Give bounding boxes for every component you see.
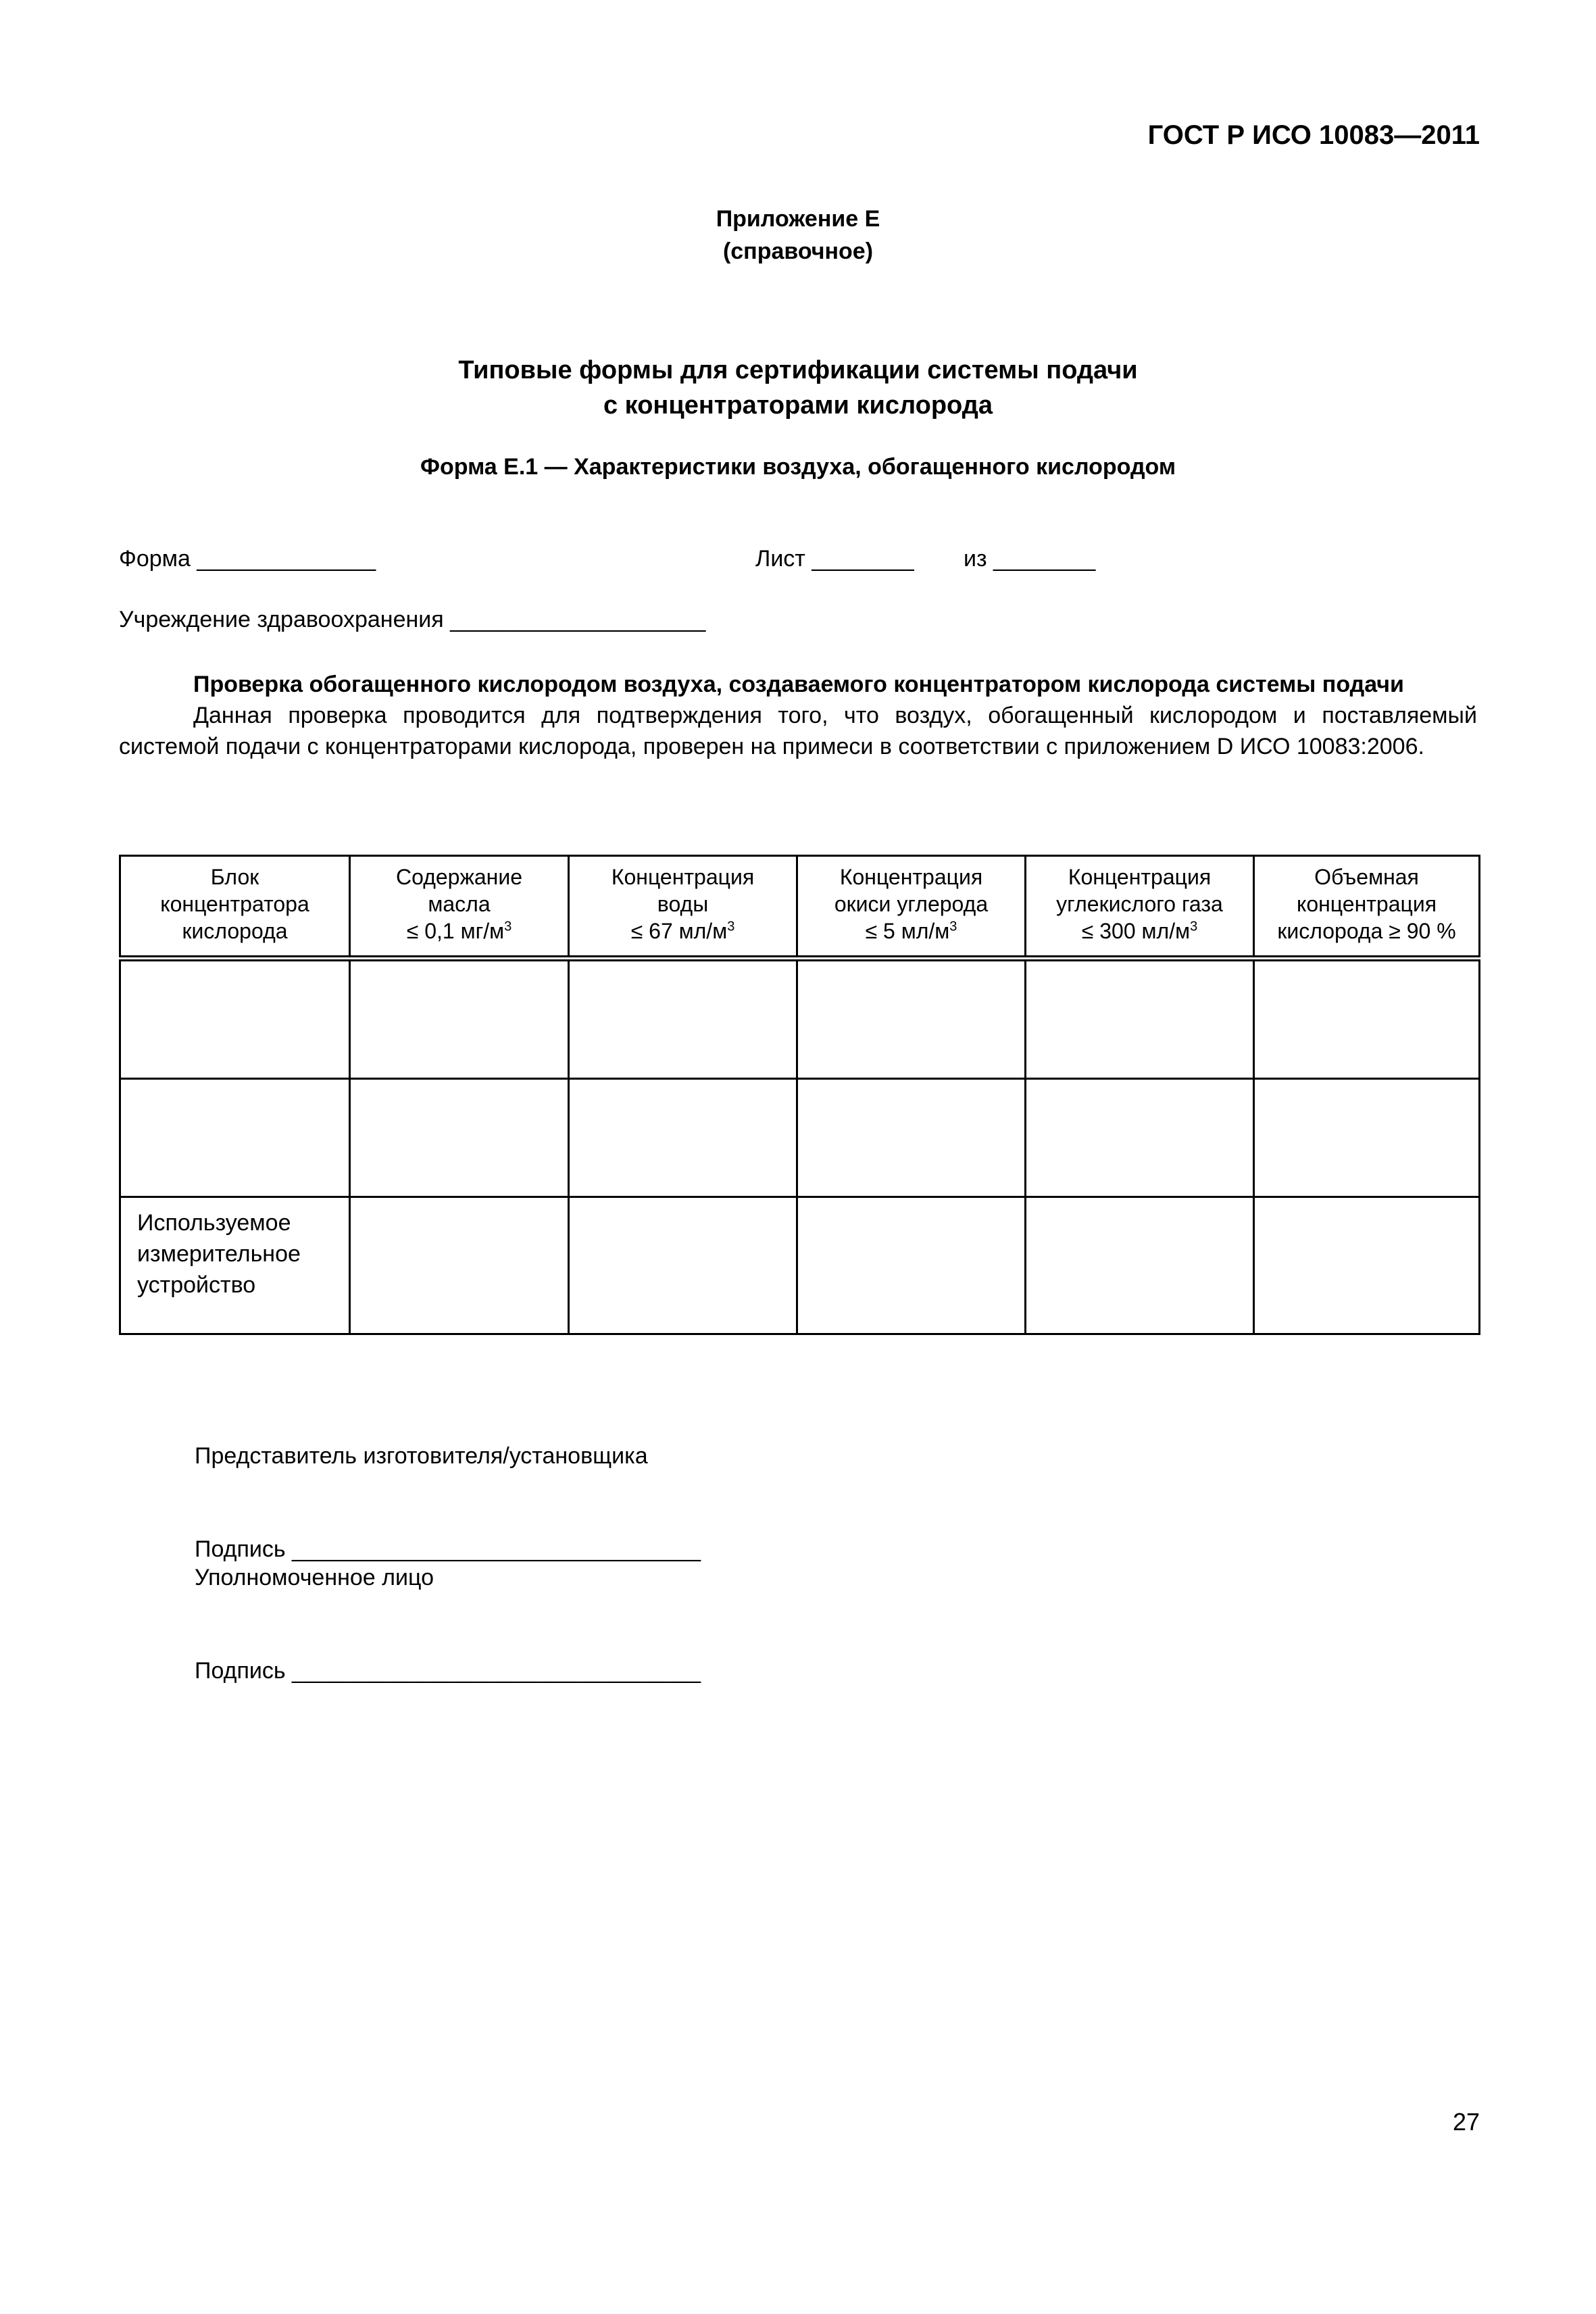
table-cell[interactable] bbox=[569, 1197, 797, 1334]
manufacturer-role: Представитель изготовителя/установщика bbox=[195, 1443, 648, 1469]
annex-heading bbox=[0, 203, 1596, 268]
column-header: Концентрация воды ≤ 67 $мл/м^3$ bbox=[569, 856, 797, 959]
institution-field[interactable]: Учреждение здравоохранения ____________________ bbox=[119, 607, 706, 632]
check-section bbox=[119, 669, 1477, 762]
form-subtitle: Форма Е.1 — Характеристики воздуха, обогащенного кислородом bbox=[420, 454, 1176, 480]
table-cell[interactable] bbox=[1254, 959, 1480, 1079]
table-cell[interactable] bbox=[1026, 1197, 1254, 1334]
table-cell[interactable] bbox=[350, 959, 569, 1079]
table-cell[interactable] bbox=[120, 959, 350, 1079]
table-row bbox=[120, 1079, 1480, 1197]
check-heading bbox=[119, 669, 1477, 700]
table-cell[interactable] bbox=[569, 959, 797, 1079]
table-cell[interactable] bbox=[1026, 1079, 1254, 1197]
table-cell[interactable] bbox=[350, 1079, 569, 1197]
column-header: Концентрация углекислого газа ≤ 300 $мл/м^3$ bbox=[1026, 856, 1254, 959]
page-number: 27 bbox=[1452, 2108, 1480, 2136]
annex-type: (справочное) bbox=[722, 238, 874, 264]
column-header: Содержание масла ≤ 0,1 $мг/м^3$ bbox=[350, 856, 569, 959]
table-cell[interactable] bbox=[797, 1197, 1026, 1334]
table-row bbox=[120, 959, 1480, 1079]
sheet-number-field[interactable]: Лист ________ bbox=[755, 546, 914, 572]
check-body bbox=[119, 700, 1477, 762]
annex-title: Приложение Е bbox=[716, 206, 880, 232]
table-cell[interactable] bbox=[569, 1079, 797, 1197]
table-cell[interactable] bbox=[797, 1079, 1026, 1197]
document-code: ГОСТ Р ИСО 10083—2011 bbox=[1147, 120, 1480, 150]
table-cell[interactable] bbox=[120, 1079, 350, 1197]
check-heading-text: Проверка обогащенного кислородом воздуха, создаваемого концентратором кислорода системы подачи bbox=[193, 672, 1404, 697]
form-number-field[interactable]: Форма ______________ bbox=[119, 546, 376, 572]
manufacturer-signature-field[interactable]: Подпись ________________________________ bbox=[195, 1536, 701, 1562]
table-cell[interactable] bbox=[1254, 1197, 1480, 1334]
authorized-role: Уполномоченное лицо bbox=[195, 1565, 434, 1590]
table-header-row bbox=[120, 856, 1480, 959]
column-header: Блок концентратора кислорода bbox=[120, 856, 350, 959]
sheet-total-field[interactable]: из ________ bbox=[964, 546, 1096, 572]
authorized-signature-block bbox=[195, 1500, 701, 1717]
table-cell[interactable] bbox=[1254, 1079, 1480, 1197]
check-body-text: Данная проверка проводится для подтверждения того, что воздух, обогащенный кислородом и поставляемый системой подачи с концентраторами кислорода, проверен на примеси в соответствии с приложением D ИСО 10083:2006. bbox=[119, 703, 1477, 759]
column-header: Концентрация окиси углерода ≤ 5 $мл/м^3$ bbox=[797, 856, 1026, 959]
table-cell[interactable] bbox=[1026, 959, 1254, 1079]
table-cell[interactable] bbox=[797, 959, 1026, 1079]
page-title-line-1: Типовые формы для сертификации системы подачи bbox=[458, 356, 1138, 384]
device-label: Используемое измерительное устройство bbox=[120, 1197, 350, 1334]
column-header: Объемная концентрация кислорода ≥ 90 % bbox=[1254, 856, 1480, 959]
authorized-signature-field[interactable]: Подпись ________________________________ bbox=[195, 1658, 701, 1684]
characteristics-table bbox=[119, 855, 1480, 1335]
page-title bbox=[0, 353, 1596, 423]
table-row-device bbox=[120, 1197, 1480, 1334]
table-cell[interactable] bbox=[350, 1197, 569, 1334]
page-title-line-2: с концентраторами кислорода bbox=[603, 391, 993, 420]
